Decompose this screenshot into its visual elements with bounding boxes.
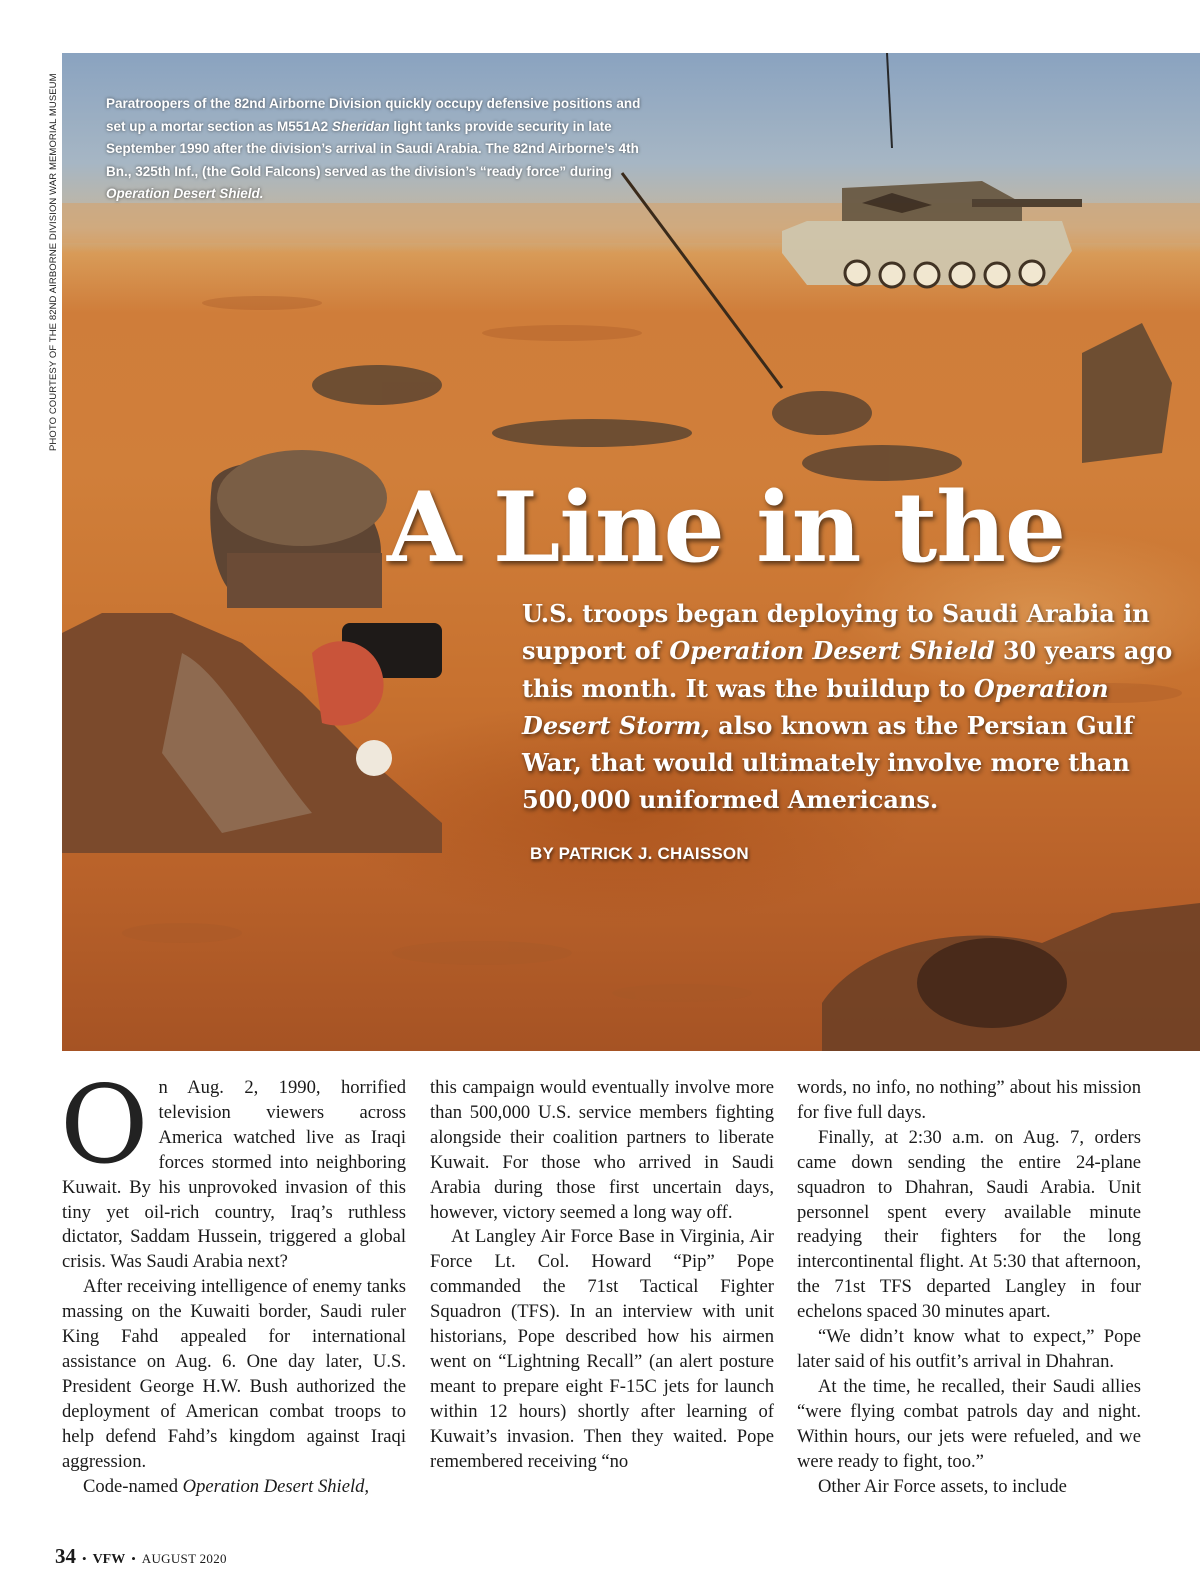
article-headline: A Line in the xyxy=(387,471,1066,584)
paragraph-text: Finally, at 2:30 a.m. on Aug. 7, orders came down sending the entire 24-plane squadron to Dhahran, Saudi Arabia. Unit personnel spent every available minute readying their fighters for the long intercontinental flight. At 5:30 that afternoon, the 71st TFS departed Langley in four echelons spaced 30 minutes apart. xyxy=(797,1126,1141,1323)
article-column-3 xyxy=(797,1076,1141,1499)
paragraph-text: “We didn’t know what to expect,” Pope later said of his outfit’s arrival in Dhahran. xyxy=(797,1326,1141,1372)
byline: BY PATRICK J. CHAISSON xyxy=(530,844,749,863)
caption-text: Paratroopers of the 82nd Airborne Division quickly occupy defensive positions and set up a mortar section as M551A2 xyxy=(106,96,641,134)
article-paragraph xyxy=(62,1475,406,1500)
paragraph-text: After receiving intelligence of enemy tanks massing on the Kuwaiti border, Saudi ruler King Fahd appealed for international assistance on Aug. 6. One day later, U.S. President George H.W. Bush authorized the deployment of American combat troops to help defend Fahd’s kingdom against Iraqi aggression. xyxy=(62,1276,406,1472)
paragraph-text-italic: Operation Desert Shield, xyxy=(182,1475,370,1497)
drop-cap: O xyxy=(60,1063,149,1188)
caption-text-italic: Operation Desert Shield. xyxy=(106,186,264,201)
deck-text-italic: Operation Desert Storm, xyxy=(522,673,1109,740)
article-paragraph xyxy=(62,1275,406,1474)
page-number: 34 xyxy=(55,1544,76,1568)
folio-separator: • xyxy=(82,1551,87,1566)
deck-text-italic: Operation Desert Shield xyxy=(669,636,995,666)
article-paragraph xyxy=(797,1126,1141,1325)
article-deck xyxy=(522,595,1182,819)
article-paragraph xyxy=(797,1375,1141,1475)
article-column-1 xyxy=(60,1063,406,1499)
article-column-2 xyxy=(430,1076,774,1475)
paragraph-text: words, no info, no nothing” about his mission for five full days. xyxy=(797,1077,1141,1123)
deck-text: also known as the Persian Gulf War, that would ultimately involve more than 500,000 uniformed Americans. xyxy=(522,710,1134,815)
paragraph-text: this campaign would eventually involve more than 500,000 U.S. service members fighting alongside their coalition partners to liberate Kuwait. For those who arrived in Saudi Arabia during those first uncertain days, however, victory seemed a long way off. xyxy=(430,1077,774,1223)
article-paragraph xyxy=(797,1325,1141,1375)
article-paragraph xyxy=(430,1225,774,1474)
deck-text: 30 years ago this month. It was the buildup to xyxy=(522,636,1173,703)
article-paragraph xyxy=(60,1063,406,1275)
publication-name: VFW xyxy=(92,1552,126,1567)
paragraph-text: At the time, he recalled, their Saudi allies “were flying combat patrols day and night. Within hours, our jets were refueled, and we were ready to fight, too.” xyxy=(797,1375,1141,1472)
article-paragraph xyxy=(430,1076,774,1225)
caption-text-italic: Sheridan xyxy=(331,118,390,134)
issue-date: AUGUST 2020 xyxy=(141,1551,227,1566)
page-folio xyxy=(55,1544,227,1569)
sheridan-tank xyxy=(782,53,1082,287)
caption-text: light tanks provide security in late September 1990 after the division’s arrival in Saudi Arabia. The 82nd Airborne’s 4th Bn., 325th Inf., (the Gold Falcons) served as the division’s “ready force” during xyxy=(106,118,639,179)
article-paragraph xyxy=(797,1475,1141,1500)
paragraph-text: Other Air Force assets, to include xyxy=(818,1475,1067,1497)
paragraph-text: n Aug. 2, 1990, horrified television viewers across America watched live as Iraqi forces stormed into neighboring Kuwait. By his unprovoked invasion of this tiny yet oil-rich country, Iraq’s ruthless dictator, Saddam Hussein, triggered a global crisis. Was Saudi Arabia next? xyxy=(62,1077,406,1273)
photo-credit: PHOTO COURTESY OF THE 82ND AIRBORNE DIVISION WAR MEMORIAL MUSEUM xyxy=(48,73,59,451)
hero-photo xyxy=(62,53,1200,1051)
foreground-soldier xyxy=(62,450,442,853)
photo-caption xyxy=(106,93,646,206)
folio-separator: • xyxy=(131,1551,136,1566)
article-paragraph xyxy=(797,1076,1141,1126)
deck-text: U.S. troops began deploying to Saudi Arabia in support of xyxy=(522,599,1150,666)
paragraph-text: Code-named xyxy=(83,1475,183,1497)
paragraph-text: At Langley Air Force Base in Virginia, Air Force Lt. Col. Howard “Pip” Pope commanded the 71st Tactical Fighter Squadron (TFS). In an interview with unit historians, Pope described how his airmen went on “Lightning Recall” (an alert posture meant to prepare eight F-15C jets for launch within 12 hours) shortly after learning of Kuwait’s invasion. Then they waited. Pope remembered receiving “no xyxy=(430,1226,774,1472)
